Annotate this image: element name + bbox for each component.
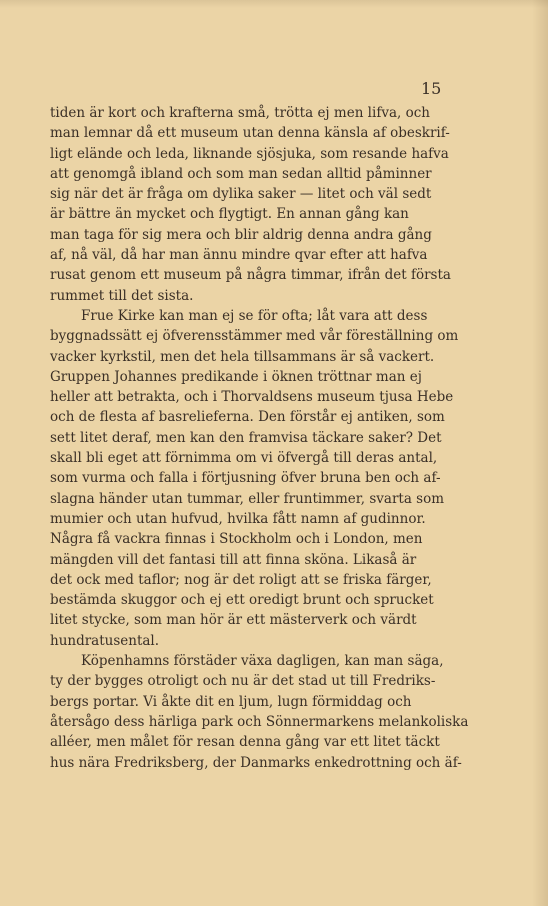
text-line: återsågo dess härliga park och Sönnermarkens melankoliska	[50, 713, 469, 730]
text-line: Gruppen Johannes predikande i öknen tröttnar man ej	[50, 368, 422, 385]
text-line: rusat genom ett museum på några timmar, ifrån det första	[50, 267, 451, 284]
page-number: 15	[421, 79, 442, 98]
text-line: hus nära Fredriksberg, der Danmarks enkedrottning och äf-	[50, 754, 462, 771]
text-line: alléer, men målet för resan denna gång var ett litet täckt	[50, 734, 440, 751]
text-line: sett litet deraf, men kan den framvisa täckare saker? Det	[50, 429, 442, 446]
text-line: och de flesta af basrelieferna. Den förstår ej antiken, som	[50, 409, 445, 426]
text-line: ty der bygges otroligt och nu är det stad ut till Fredriks-	[50, 673, 436, 690]
text-line: hundratusental.	[50, 632, 160, 649]
text-line: skall bli eget att förnimma om vi öfvergå till deras antal,	[50, 450, 438, 467]
text-line: heller att betrakta, och i Thorvaldsens museum tjusa Hebe	[50, 389, 454, 406]
text-line: vacker kyrkstil, men det hela tillsammans är så vackert.	[50, 348, 435, 365]
text-line: är bättre än mycket och flygtigt. En annan gång kan	[50, 206, 409, 223]
text-line: bergs portar. Vi åkte dit en ljum, lugn förmiddag och	[50, 693, 412, 710]
text-line: Köpenhamns förstäder växa dagligen, kan man säga,	[81, 653, 444, 670]
text-line: byggnadssätt ej öfverensstämmer med vår föreställning om	[50, 328, 459, 345]
text-line: mumier och utan hufvud, hvilka fått namn af gudinnor.	[50, 510, 426, 527]
text-line: bestämda skuggor och ej ett oredigt brunt och sprucket	[50, 592, 434, 609]
text-line: sig när det är fråga om dylika saker — litet och väl sedt	[50, 186, 432, 203]
paragraph	[50, 651, 469, 773]
text-line: Några få vackra finnas i Stockholm och i London, men	[50, 531, 423, 548]
text-line: som vurma och falla i förtjusning öfver bruna ben och af-	[50, 470, 441, 487]
text-line: mängden vill det fantasi till att finna sköna. Likaså är	[50, 551, 417, 568]
paragraph	[50, 103, 454, 306]
text-line: slagna händer utan tummar, eller fruntimmer, svarta som	[50, 490, 445, 507]
paragraph	[50, 306, 459, 651]
text-line: Frue Kirke kan man ej se för ofta; låt vara att dess	[81, 307, 428, 324]
text-line: af, nå väl, då har man ännu mindre qvar efter att hafva	[50, 247, 428, 264]
body-text	[50, 103, 469, 773]
text-line: tiden är kort och krafterna små, trötta ej men lifva, och	[50, 105, 430, 121]
text-line: man taga för sig mera och blir aldrig denna andra gång	[50, 226, 432, 243]
paper-edge-stain	[532, 0, 548, 906]
paper-edge-wear	[0, 0, 548, 8]
text-line: ligt elände och leda, liknande sjösjuka, som resande hafva	[50, 145, 449, 162]
text-line: rummet till det sista.	[50, 287, 194, 304]
text-line: man lemnar då ett museum utan denna känsla af obeskrif-	[50, 125, 450, 142]
text-line: det ock med taflor; nog är det roligt att se friska färger,	[50, 571, 432, 588]
text-line: litet stycke, som man hör är ett mästerverk och värdt	[50, 612, 417, 629]
text-line: att genomgå ibland och som man sedan alltid påminner	[50, 165, 432, 182]
